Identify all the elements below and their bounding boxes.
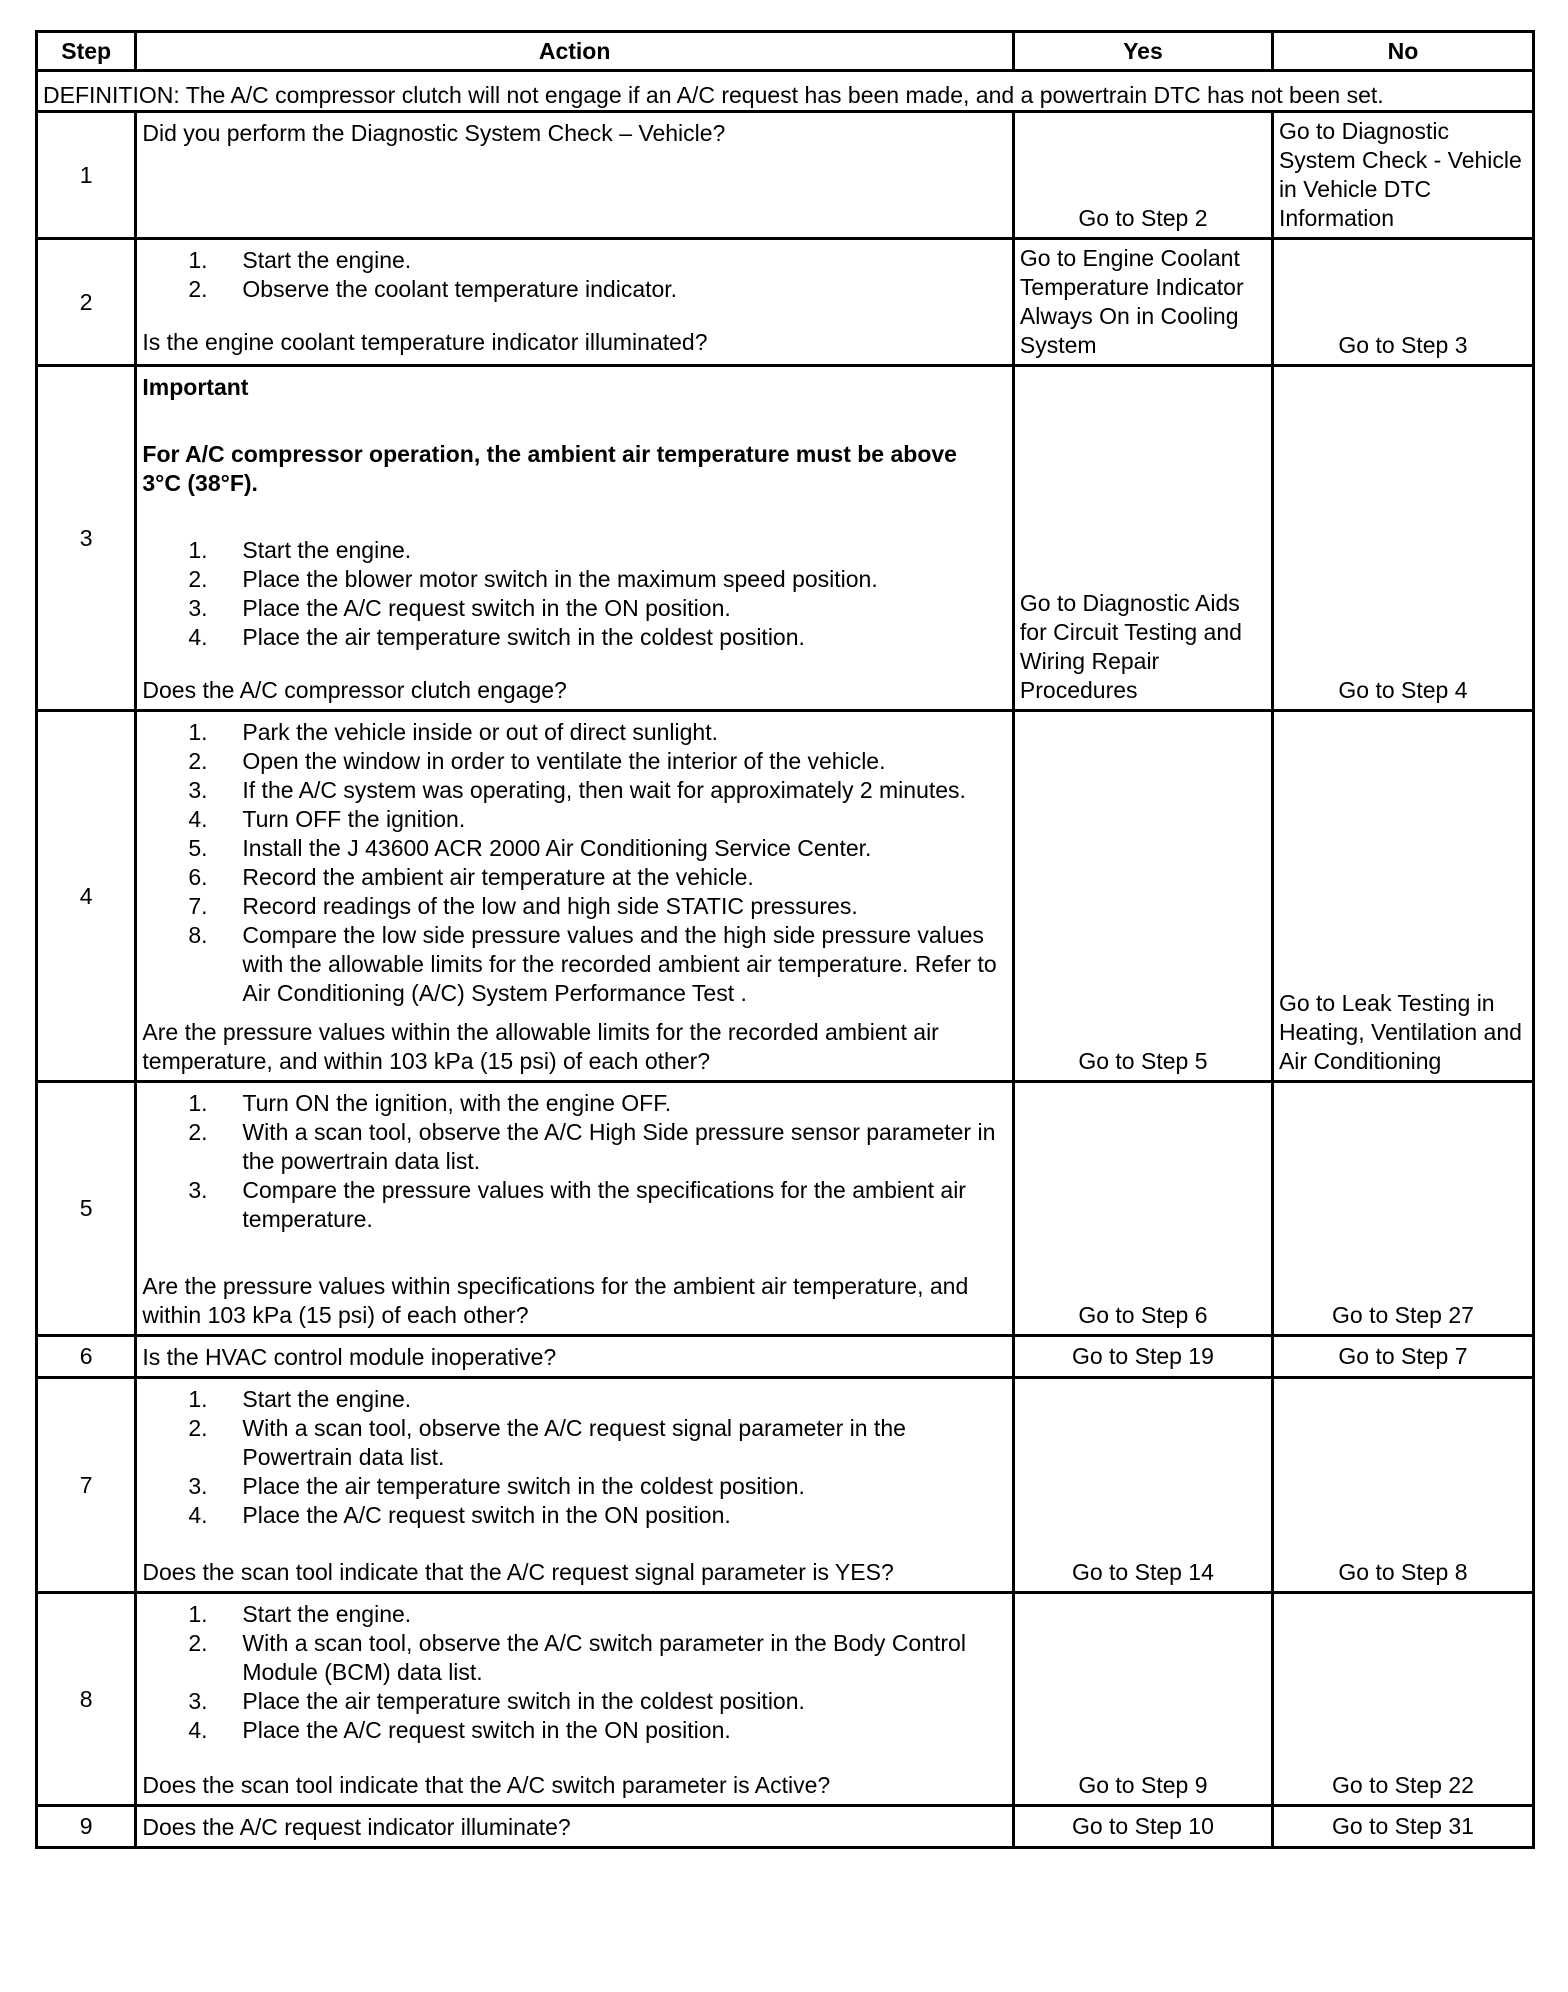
item-number: 4. — [188, 1717, 208, 1743]
action-cell — [136, 1336, 1014, 1378]
item-number: 1. — [188, 537, 208, 563]
no-result: Go to Step 22 — [1272, 1593, 1533, 1806]
item-number: 8. — [188, 922, 208, 948]
procedure-item — [142, 594, 1007, 623]
yes-result: Go to Diagnostic Aids for Circuit Testing and Wiring Repair Procedures — [1013, 366, 1272, 711]
item-text: Open the window in order to ventilate the interior of the vehicle. — [242, 748, 886, 774]
table-row — [37, 1806, 1534, 1848]
procedure-item — [142, 718, 1007, 747]
procedure-item — [142, 747, 1007, 776]
item-text: Observe the coolant temperature indicator. — [242, 276, 678, 302]
no-result: Go to Step 7 — [1272, 1336, 1533, 1378]
table-row — [37, 1082, 1534, 1336]
table-row — [37, 711, 1534, 1082]
procedure-item — [142, 1089, 1007, 1118]
procedure-item — [142, 863, 1007, 892]
action-question: Does the A/C compressor clutch engage? — [142, 677, 567, 703]
procedure-item — [142, 536, 1007, 565]
step-number: 1 — [37, 112, 136, 239]
no-result: Go to Step 3 — [1272, 239, 1533, 366]
procedure-item — [142, 1629, 1007, 1687]
item-text: Start the engine. — [242, 247, 412, 273]
diagnostic-table — [35, 30, 1535, 1849]
step-number: 9 — [37, 1806, 136, 1848]
item-number: 2. — [188, 566, 208, 592]
action-cell — [136, 1378, 1014, 1593]
item-number: 2. — [188, 748, 208, 774]
item-number: 3. — [188, 1177, 208, 1203]
step-number: 7 — [37, 1378, 136, 1593]
procedure-item — [142, 623, 1007, 652]
item-number: 6. — [188, 864, 208, 890]
yes-result: Go to Engine Coolant Temperature Indicator Always On in Cooling System — [1013, 239, 1272, 366]
procedure-item — [142, 1472, 1007, 1501]
item-number: 3. — [188, 1688, 208, 1714]
table-row — [37, 1378, 1534, 1593]
item-text: Turn ON the ignition, with the engine OFF. — [242, 1090, 672, 1116]
item-number: 4. — [188, 806, 208, 832]
procedure-item — [142, 565, 1007, 594]
procedure-item — [142, 1414, 1007, 1472]
item-number: 3. — [188, 595, 208, 621]
item-number: 3. — [188, 777, 208, 803]
item-text: If the A/C system was operating, then wait for approximately 2 minutes. — [242, 777, 966, 803]
procedure-item — [142, 921, 1007, 1008]
action-question: Does the scan tool indicate that the A/C switch parameter is Active? — [142, 1772, 831, 1798]
procedure-item — [142, 1385, 1007, 1414]
item-text: With a scan tool, observe the A/C switch parameter in the Body Control Module (BCM) data list. — [242, 1630, 966, 1685]
header-yes: Yes — [1013, 32, 1272, 71]
action-text: Is the HVAC control module inoperative? — [142, 1344, 557, 1370]
action-cell — [136, 1806, 1014, 1848]
item-number: 3. — [188, 1473, 208, 1499]
header-action: Action — [136, 32, 1014, 71]
procedure-list — [142, 1089, 1007, 1234]
item-number: 2. — [188, 276, 208, 302]
procedure-list — [142, 246, 1007, 304]
no-result: Go to Leak Testing in Heating, Ventilation and Air Conditioning — [1272, 711, 1533, 1082]
item-text: Start the engine. — [242, 537, 412, 563]
action-cell — [136, 711, 1014, 1082]
item-text: Install the J 43600 ACR 2000 Air Conditioning Service Center. — [242, 835, 872, 861]
item-text: With a scan tool, observe the A/C request signal parameter in the Powertrain data list. — [242, 1415, 906, 1470]
item-number: 1. — [188, 1601, 208, 1627]
action-cell — [136, 1593, 1014, 1806]
item-number: 1. — [188, 247, 208, 273]
item-text: Turn OFF the ignition. — [242, 806, 466, 832]
step-number: 5 — [37, 1082, 136, 1336]
action-question: Are the pressure values within specifications for the ambient air temperature, and within 103 kPa (15 psi) of each other? — [142, 1273, 969, 1328]
step-number: 2 — [37, 239, 136, 366]
item-text: Place the A/C request switch in the ON position. — [242, 1717, 731, 1743]
item-text: Place the blower motor switch in the maximum speed position. — [242, 566, 878, 592]
item-number: 5. — [188, 835, 208, 861]
item-text: Compare the pressure values with the specifications for the ambient air temperature. — [242, 1177, 966, 1232]
yes-result: Go to Step 10 — [1013, 1806, 1272, 1848]
procedure-list — [142, 718, 1007, 1008]
item-number: 2. — [188, 1415, 208, 1441]
table-row — [37, 366, 1534, 711]
yes-result: Go to Step 14 — [1013, 1378, 1272, 1593]
table-row — [37, 1336, 1534, 1378]
step-number: 6 — [37, 1336, 136, 1378]
action-question: Are the pressure values within the allowable limits for the recorded ambient air temperature, and within 103 kPa (15 psi) of each other? — [142, 1019, 939, 1074]
procedure-item — [142, 834, 1007, 863]
action-cell — [136, 112, 1014, 239]
table-row — [37, 1593, 1534, 1806]
action-cell — [136, 239, 1014, 366]
procedure-item — [142, 1687, 1007, 1716]
step-number: 8 — [37, 1593, 136, 1806]
item-text: Park the vehicle inside or out of direct sunlight. — [242, 719, 718, 745]
procedure-item — [142, 805, 1007, 834]
item-number: 1. — [188, 1386, 208, 1412]
action-question: Is the engine coolant temperature indicator illuminated? — [142, 329, 708, 355]
no-result: Go to Step 8 — [1272, 1378, 1533, 1593]
action-cell — [136, 366, 1014, 711]
table-row — [37, 112, 1534, 239]
item-text: With a scan tool, observe the A/C High Side pressure sensor parameter in the powertrain data list. — [242, 1119, 996, 1174]
procedure-item — [142, 275, 1007, 304]
item-text: Place the air temperature switch in the coldest position. — [242, 624, 805, 650]
no-result: Go to Step 27 — [1272, 1082, 1533, 1336]
item-number: 1. — [188, 719, 208, 745]
definition-row — [37, 71, 1534, 112]
procedure-item — [142, 1501, 1007, 1530]
procedure-item — [142, 1716, 1007, 1745]
yes-result: Go to Step 9 — [1013, 1593, 1272, 1806]
action-cell — [136, 1082, 1014, 1336]
item-number: 1. — [188, 1090, 208, 1116]
item-text: Place the A/C request switch in the ON position. — [242, 595, 731, 621]
item-text: Record readings of the low and high side STATIC pressures. — [242, 893, 858, 919]
procedure-item — [142, 246, 1007, 275]
item-number: 4. — [188, 1502, 208, 1528]
item-text: Place the air temperature switch in the coldest position. — [242, 1473, 805, 1499]
procedure-item — [142, 892, 1007, 921]
no-result: Go to Step 4 — [1272, 366, 1533, 711]
header-row — [37, 32, 1534, 71]
important-text: For A/C compressor operation, the ambient air temperature must be above 3°C (38°F). — [142, 441, 957, 496]
procedure-item — [142, 1118, 1007, 1176]
item-text: Place the air temperature switch in the coldest position. — [242, 1688, 805, 1714]
procedure-item — [142, 1176, 1007, 1234]
definition-text: DEFINITION: The A/C compressor clutch will not engage if an A/C request has been made, and a powertrain DTC has not been set. — [37, 71, 1534, 112]
item-number: 4. — [188, 624, 208, 650]
procedure-list — [142, 536, 1007, 652]
item-text: Start the engine. — [242, 1386, 412, 1412]
action-text: Does the A/C request indicator illuminate? — [142, 1814, 571, 1840]
item-text: Record the ambient air temperature at the vehicle. — [242, 864, 754, 890]
procedure-list — [142, 1385, 1007, 1530]
step-number: 4 — [37, 711, 136, 1082]
procedure-item — [142, 776, 1007, 805]
item-number: 2. — [188, 1630, 208, 1656]
procedure-item — [142, 1600, 1007, 1629]
no-result: Go to Diagnostic System Check - Vehicle in Vehicle DTC Information — [1272, 112, 1533, 239]
item-text: Compare the low side pressure values and the high side pressure values with the allowable limits for the recorded ambient air temperature. Refer to Air Conditioning (A/C) System Performance Test . — [242, 922, 997, 1006]
action-question: Does the scan tool indicate that the A/C request signal parameter is YES? — [142, 1559, 894, 1585]
item-number: 7. — [188, 893, 208, 919]
action-text: Did you perform the Diagnostic System Check – Vehicle? — [142, 120, 726, 146]
item-number: 2. — [188, 1119, 208, 1145]
yes-result: Go to Step 2 — [1013, 112, 1272, 239]
table-row — [37, 239, 1534, 366]
no-result: Go to Step 31 — [1272, 1806, 1533, 1848]
yes-result: Go to Step 6 — [1013, 1082, 1272, 1336]
item-text: Place the A/C request switch in the ON position. — [242, 1502, 731, 1528]
yes-result: Go to Step 5 — [1013, 711, 1272, 1082]
header-no: No — [1272, 32, 1533, 71]
procedure-list — [142, 1600, 1007, 1745]
yes-result: Go to Step 19 — [1013, 1336, 1272, 1378]
step-number: 3 — [37, 366, 136, 711]
item-text: Start the engine. — [242, 1601, 412, 1627]
header-step: Step — [37, 32, 136, 71]
important-title: Important — [142, 374, 249, 400]
